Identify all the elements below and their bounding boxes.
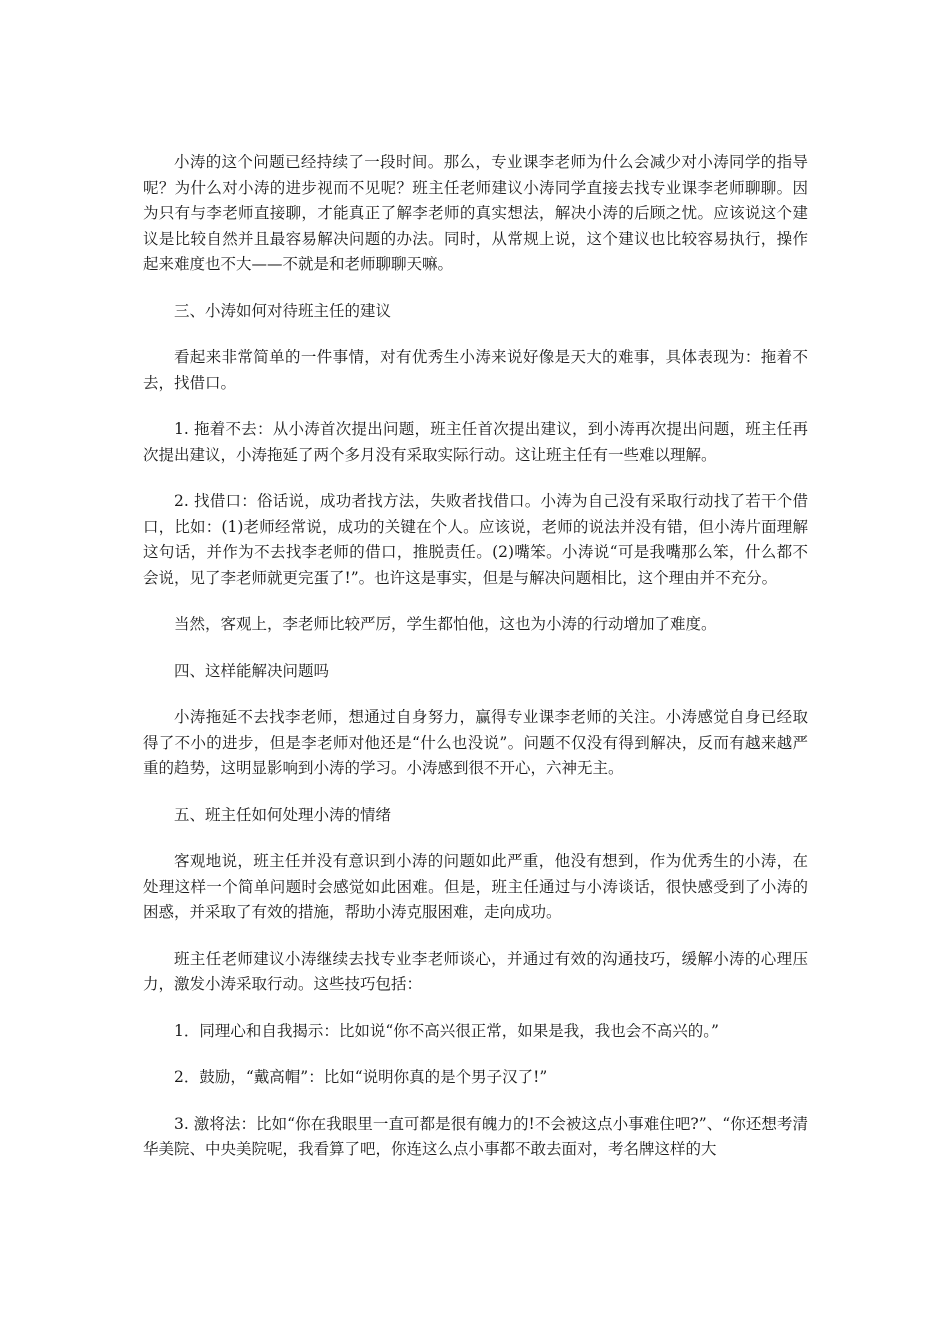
list-item-delay: 1. 拖着不去：从小涛首次提出问题，班主任首次提出建议，到小涛再次提出问题，班主任再次提出建议，小涛拖延了两个多月没有采取实际行动。这让班主任有一些难以理解。 bbox=[143, 420, 808, 464]
paragraph: 班主任老师建议小涛继续去找专业李老师谈心，并通过有效的沟通技巧，缓解小涛的心理压力，激发小涛采取行动。这些技巧包括： bbox=[143, 949, 808, 993]
paragraph: 小涛拖延不去找李老师，想通过自身努力，赢得专业课李老师的关注。小涛感觉自身已经取得了不小的进步，但是李老师对他还是“什么也没说”。问题不仅没有得到解决，反而有越来越严重的趋势，这明显影响到小涛的学习。小涛感到很不开心，六神无主。 bbox=[143, 708, 808, 777]
list-item-excuses: 2. 找借口：俗话说，成功者找方法，失败者找借口。小涛为自己没有采取行动找了若干个借口，比如：(1)老师经常说，成功的关键在个人。应该说，老师的说法并没有错，但小涛片面理解这句话，并作为不去找李老师的借口，推脱责任。(2)嘴笨。小涛说“可是我嘴那么笨，什么都不会说，见了李老师就更完蛋了!”。也许这是事实，但是与解决问题相比，这个理由并不充分。 bbox=[143, 492, 808, 587]
document-body bbox=[143, 150, 808, 1184]
list-item-provocation: 3. 激将法：比如“你在我眼里一直可都是很有魄力的!不会被这点小事难住吧?”、“你还想考清华美院、中央美院呢，我看算了吧，你连这么点小事都不敢去面对，考名牌这样的大 bbox=[143, 1114, 808, 1158]
paragraph: 客观地说，班主任并没有意识到小涛的问题如此严重，他没有想到，作为优秀生的小涛，在处理这样一个简单问题时会感觉如此困难。但是，班主任通过与小涛谈话，很快感受到了小涛的困惑，并采取了有效的措施，帮助小涛克服困难，走向成功。 bbox=[143, 852, 808, 921]
paragraph: 看起来非常简单的一件事情，对有优秀生小涛来说好像是天大的难事，具体表现为：拖着不去，找借口。 bbox=[143, 348, 808, 392]
paragraph: 当然，客观上，李老师比较严厉，学生都怕他，这也为小涛的行动增加了难度。 bbox=[174, 615, 717, 633]
list-item-empathy: 1．同理心和自我揭示：比如说“你不高兴很正常，如果是我，我也会不高兴的。” bbox=[174, 1021, 719, 1040]
section-heading-5: 五、班主任如何处理小涛的情绪 bbox=[174, 805, 392, 824]
list-item-encouragement: 2．鼓励，“戴高帽”：比如“说明你真的是个男子汉了!” bbox=[174, 1068, 548, 1086]
section-heading-4: 四、这样能解决问题吗 bbox=[174, 661, 330, 680]
section-heading-3: 三、小涛如何对待班主任的建议 bbox=[174, 301, 392, 320]
paragraph-intro: 小涛的这个问题已经持续了一段时间。那么，专业课李老师为什么会减少对小涛同学的指导呢？为什么对小涛的进步视而不见呢？班主任老师建议小涛同学直接去找专业课李老师聊聊。因为只有与李老师直接聊，才能真正了解李老师的真实想法，解决小涛的后顾之忧。应该说这个建议是比较自然并且最容易解决问题的办法。同时，从常规上说，这个建议也比较容易执行，操作起来难度也不大——不就是和老师聊聊天嘛。 bbox=[143, 153, 808, 273]
